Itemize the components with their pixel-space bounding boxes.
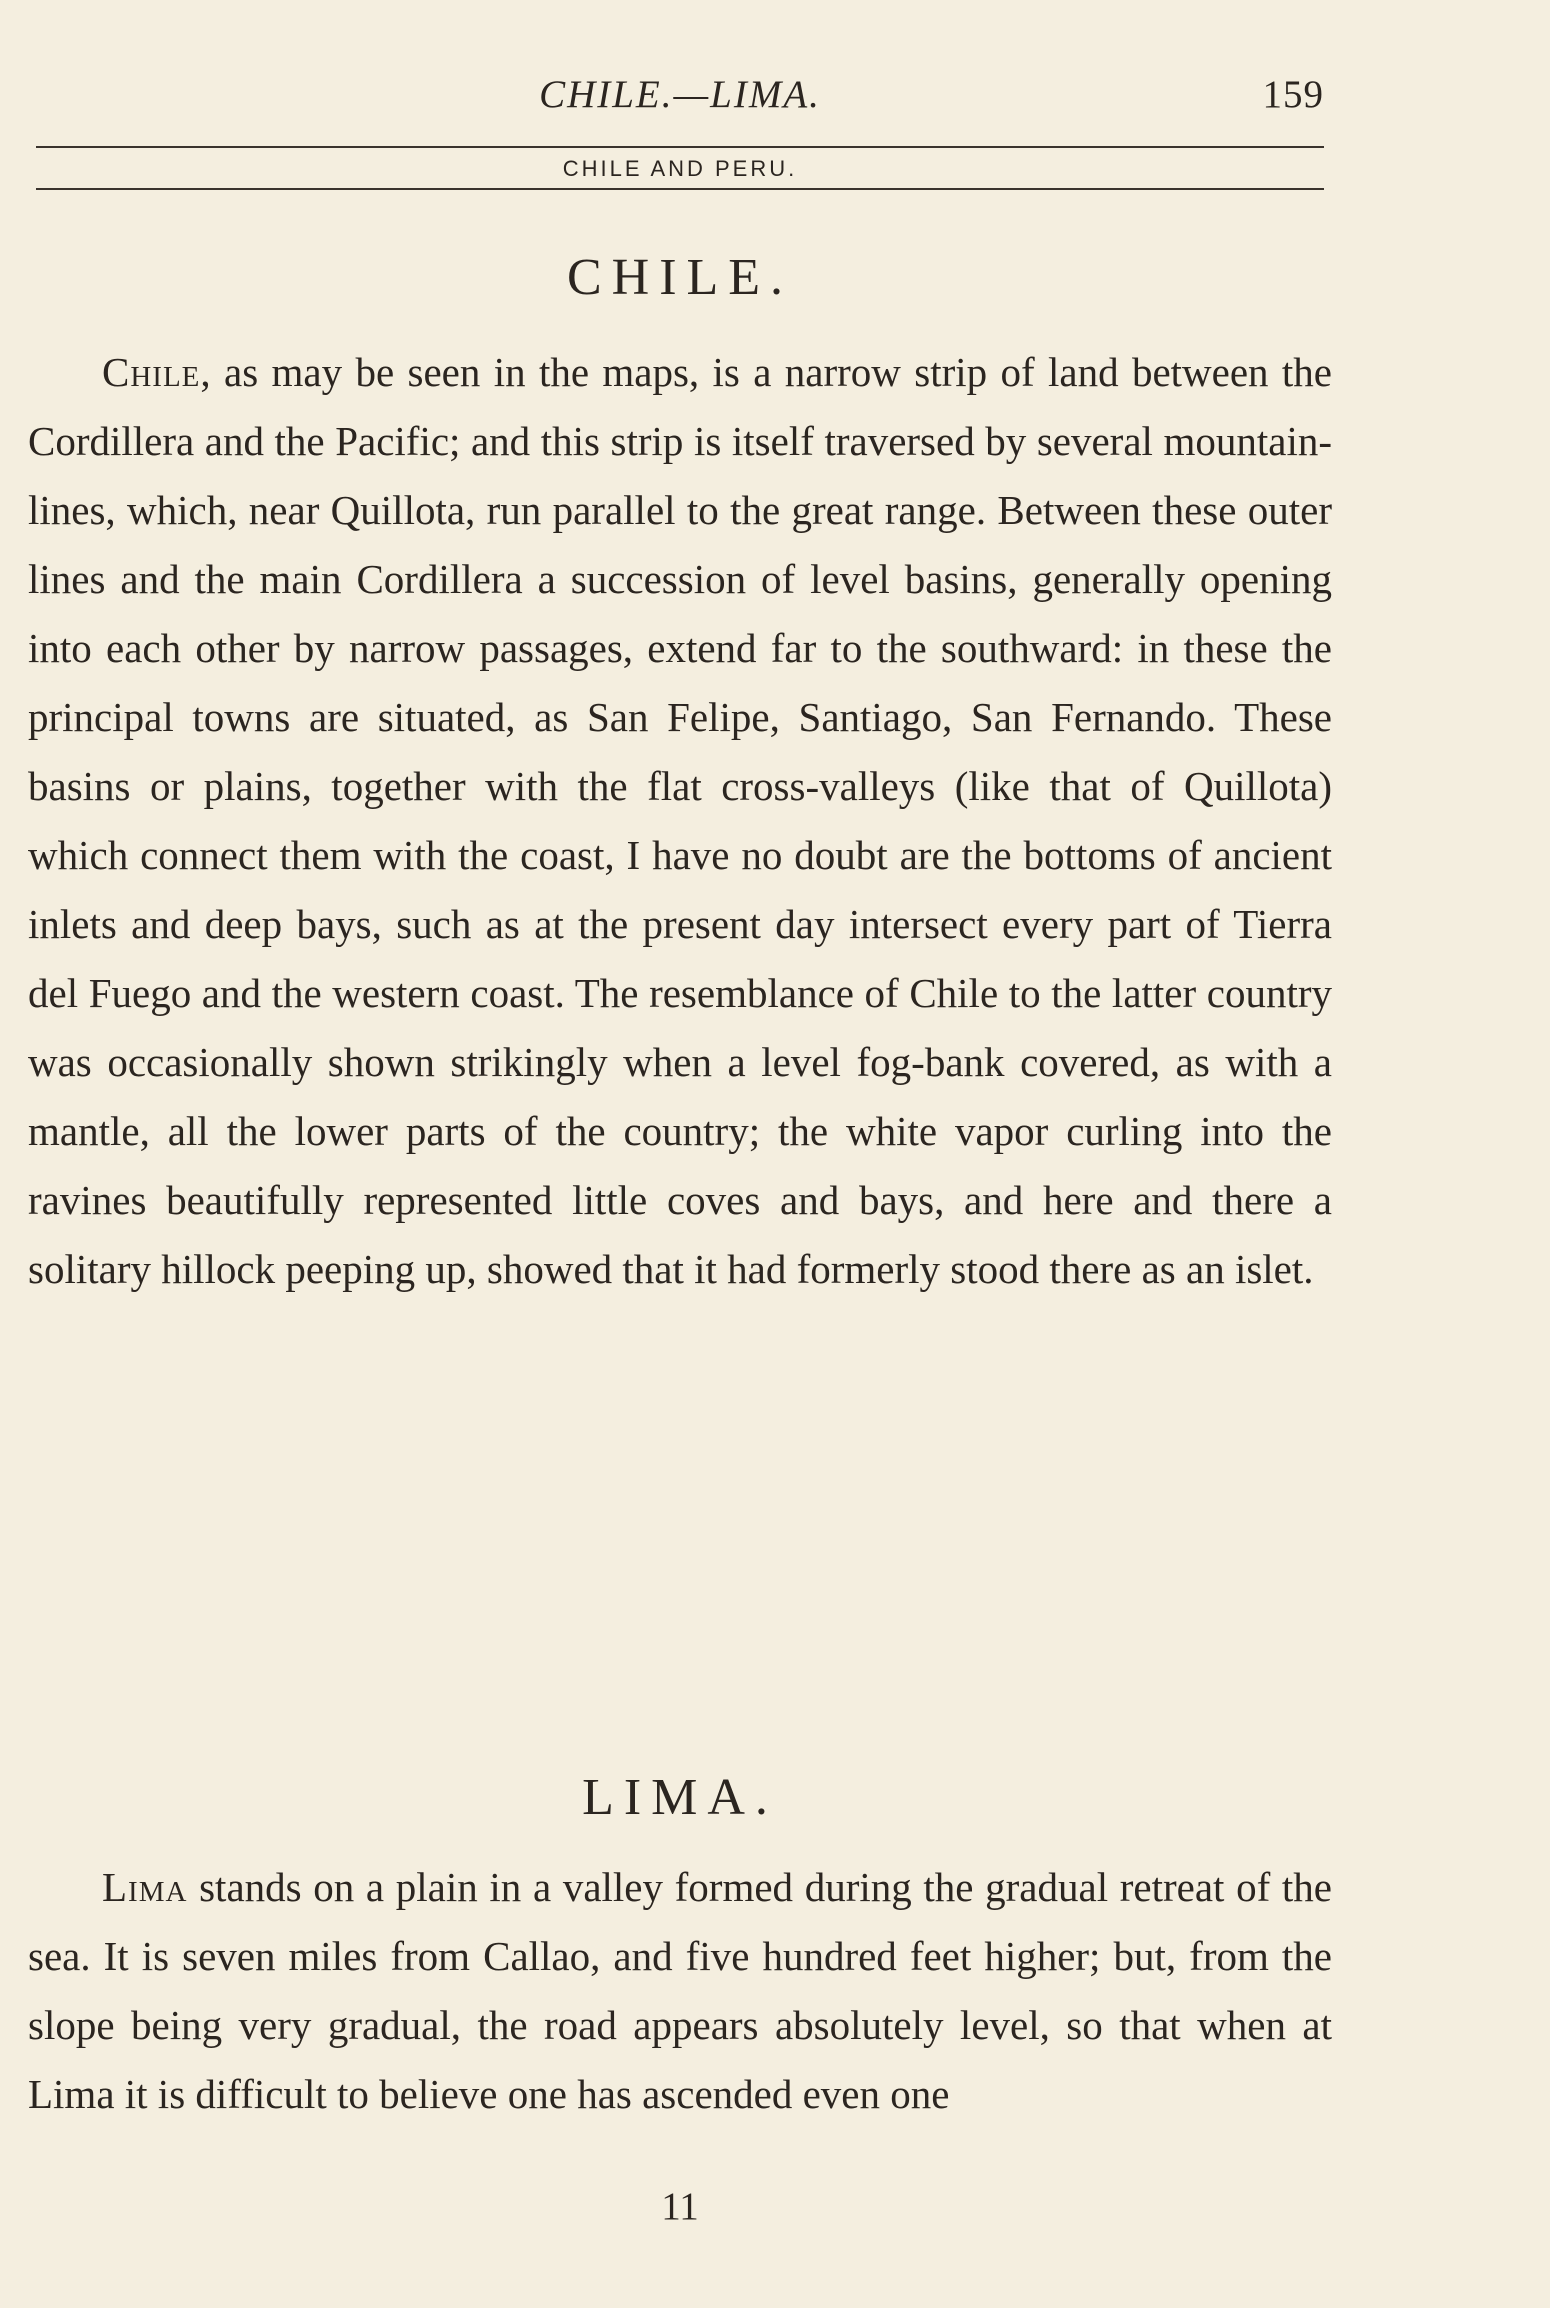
paragraph-chile: [28, 338, 1332, 1304]
paragraph-text: , as may be seen in the maps, is a narrow strip of land between the Cordillera and the Pacific; and this strip is itself traversed by several mountain-lines, which, near Quillota, run parallel to the great range. Between these outer lines and the main Cordillera a succession of level basins, generally opening into each other by narrow passages, extend far to the southward: in these the principal towns are situated, as San Felipe, Santiago, San Fernando. These basins or plains, together with the flat cross-valleys (like that of Quillota) which connect them with the coast, I have no doubt are the bottoms of ancient inlets and deep bays, such as at the present day intersect every part of Tierra del Fuego and the western coast. The resemblance of Chile to the latter country was occasionally shown strikingly when a level fog-bank covered, as with a mantle, all the lower parts of the country; the white vapor curling into the ravines beautifully represented little coves and bays, and here and there a solitary hillock peeping up, showed that it had formerly stood there as an islet.: [28, 349, 1332, 1292]
lead-word: Lima: [102, 1864, 188, 1910]
paragraph-lima: [28, 1853, 1332, 2129]
section-strip: CHILE AND PERU.: [562, 156, 798, 181]
signature-mark: 11: [661, 2185, 699, 2228]
section-heading-lima: LIMA.: [582, 1769, 778, 1826]
page-number: 159: [1262, 73, 1324, 116]
top-rule: [36, 146, 1324, 148]
paragraph-text: stands on a plain in a valley formed during the gradual retreat of the sea. It is seven miles from Callao, and five hundred feet higher; but, from the slope being very gradual, the road appears absolutely level, so that when at Lima it is difficult to believe one has ascended even one: [28, 1864, 1332, 2117]
running-head: [36, 72, 1324, 128]
bottom-rule: [36, 188, 1324, 190]
section-heading-chile: CHILE.: [566, 249, 794, 306]
running-title: CHILE.—LIMA.: [539, 73, 821, 116]
lead-word: Chile: [102, 349, 201, 395]
